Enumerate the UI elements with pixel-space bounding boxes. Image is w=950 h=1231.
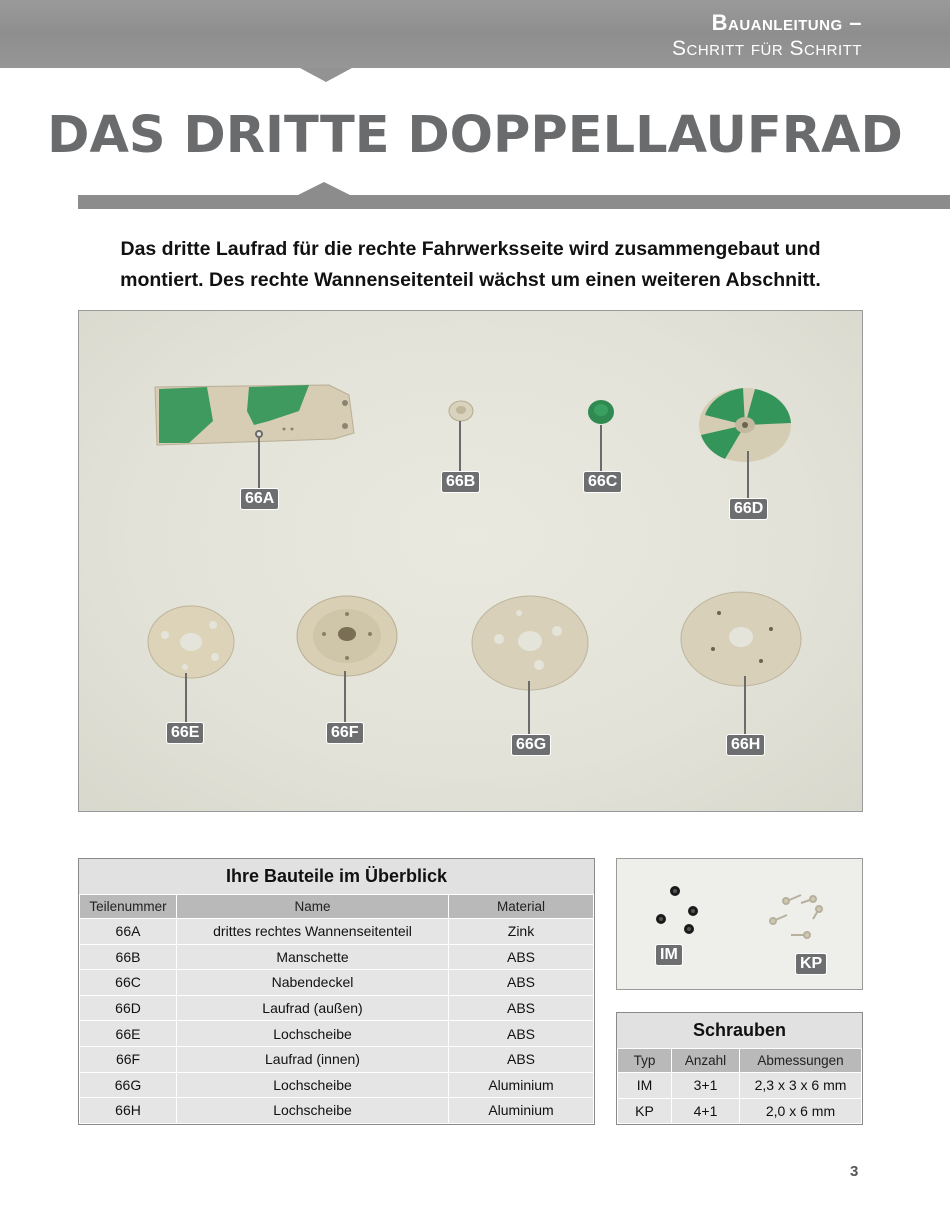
cell-material: Aluminium	[449, 1072, 594, 1098]
part-66d-image	[695, 385, 795, 465]
table-row	[80, 919, 594, 945]
column-header-type: Typ	[618, 1049, 672, 1073]
title-divider	[78, 195, 950, 209]
cell-material: ABS	[449, 1046, 594, 1072]
cell-material: Aluminium	[449, 1098, 594, 1124]
page-number: 3	[850, 1163, 859, 1180]
table-row	[80, 1021, 594, 1047]
leader-66d	[747, 451, 749, 499]
cell-count: 3+1	[672, 1073, 740, 1099]
screws-kp-image	[767, 889, 833, 943]
cell-part-number: 66A	[80, 919, 177, 945]
label-im: IM	[655, 944, 683, 966]
part-66h-image	[679, 589, 803, 689]
label-66d: 66D	[729, 498, 768, 520]
leader-66e	[185, 673, 187, 723]
cell-part-number: 66E	[80, 1021, 177, 1047]
parts-table-caption: Ihre Bauteile im Überblick	[79, 859, 594, 894]
header-title	[672, 10, 862, 62]
cell-material: ABS	[449, 1021, 594, 1047]
leader-dot-66a	[255, 430, 263, 438]
column-header-material: Material	[449, 895, 594, 919]
part-66g-image	[469, 593, 591, 693]
label-66a: 66A	[240, 488, 279, 510]
table-row	[80, 1072, 594, 1098]
part-66c-image	[585, 397, 617, 427]
leader-66f	[344, 671, 346, 723]
cell-part-number: 66H	[80, 1098, 177, 1124]
cell-material: ABS	[449, 944, 594, 970]
title-divider-peak	[296, 182, 352, 196]
column-header-dimensions: Abmessungen	[740, 1049, 862, 1073]
cell-name: Lochscheibe	[177, 1021, 449, 1047]
label-66f: 66F	[326, 722, 364, 744]
table-row	[80, 995, 594, 1021]
cell-dimensions: 2,0 x 6 mm	[740, 1098, 862, 1124]
cell-name: Nabendeckel	[177, 970, 449, 996]
intro-text: Das dritte Laufrad für die rechte Fahrwerksseite wird zusammengebaut und montiert. Des rechte Wannenseitenteil wächst um einen weiteren Abschnitt.	[120, 238, 821, 291]
table-row	[80, 944, 594, 970]
header-banner	[0, 0, 950, 68]
cell-part-number: 66C	[80, 970, 177, 996]
cell-part-number: 66F	[80, 1046, 177, 1072]
table-row	[80, 970, 594, 996]
label-66c: 66C	[583, 471, 622, 493]
cell-part-number: 66D	[80, 995, 177, 1021]
part-66a-image	[149, 381, 364, 451]
cell-part-number: 66G	[80, 1072, 177, 1098]
parts-overview-table	[78, 858, 595, 1125]
table-row	[618, 1098, 862, 1124]
screws-table	[616, 1012, 863, 1125]
part-66f-image	[294, 594, 400, 678]
screws-photo	[616, 858, 863, 990]
table-row	[618, 1073, 862, 1099]
cell-part-number: 66B	[80, 944, 177, 970]
leader-66h	[744, 676, 746, 736]
label-66h: 66H	[726, 734, 765, 756]
header-line1: Bauanleitung –	[711, 10, 862, 35]
column-header-count: Anzahl	[672, 1049, 740, 1073]
table-row	[80, 1046, 594, 1072]
cell-name: Lochscheibe	[177, 1072, 449, 1098]
cell-type: KP	[618, 1098, 672, 1124]
screws-table-caption: Schrauben	[617, 1013, 862, 1048]
leader-66g	[528, 681, 530, 735]
cell-name: Lochscheibe	[177, 1098, 449, 1124]
label-kp: KP	[795, 953, 827, 975]
cell-material: Zink	[449, 919, 594, 945]
parts-photo	[78, 310, 863, 812]
part-66e-image	[145, 603, 237, 681]
cell-name: Laufrad (außen)	[177, 995, 449, 1021]
cell-count: 4+1	[672, 1098, 740, 1124]
page-title: DAS DRITTE DOPPELLAUFRAD	[47, 106, 903, 165]
label-66b: 66B	[441, 471, 480, 493]
cell-material: ABS	[449, 995, 594, 1021]
cell-name: Manschette	[177, 944, 449, 970]
table-row	[80, 1098, 594, 1124]
column-header-part-number: Teilenummer	[80, 895, 177, 919]
leader-66c	[600, 425, 602, 473]
part-66b-image	[446, 399, 476, 423]
cell-material: ABS	[449, 970, 594, 996]
screws-im-image	[653, 881, 713, 935]
cell-dimensions: 2,3 x 3 x 6 mm	[740, 1073, 862, 1099]
label-66e: 66E	[166, 722, 204, 744]
column-header-name: Name	[177, 895, 449, 919]
header-line2: Schritt für Schritt	[672, 37, 862, 60]
leader-66b	[459, 421, 461, 473]
cell-type: IM	[618, 1073, 672, 1099]
label-66g: 66G	[511, 734, 551, 756]
cell-name: Laufrad (innen)	[177, 1046, 449, 1072]
cell-name: drittes rechtes Wannenseitenteil	[177, 919, 449, 945]
